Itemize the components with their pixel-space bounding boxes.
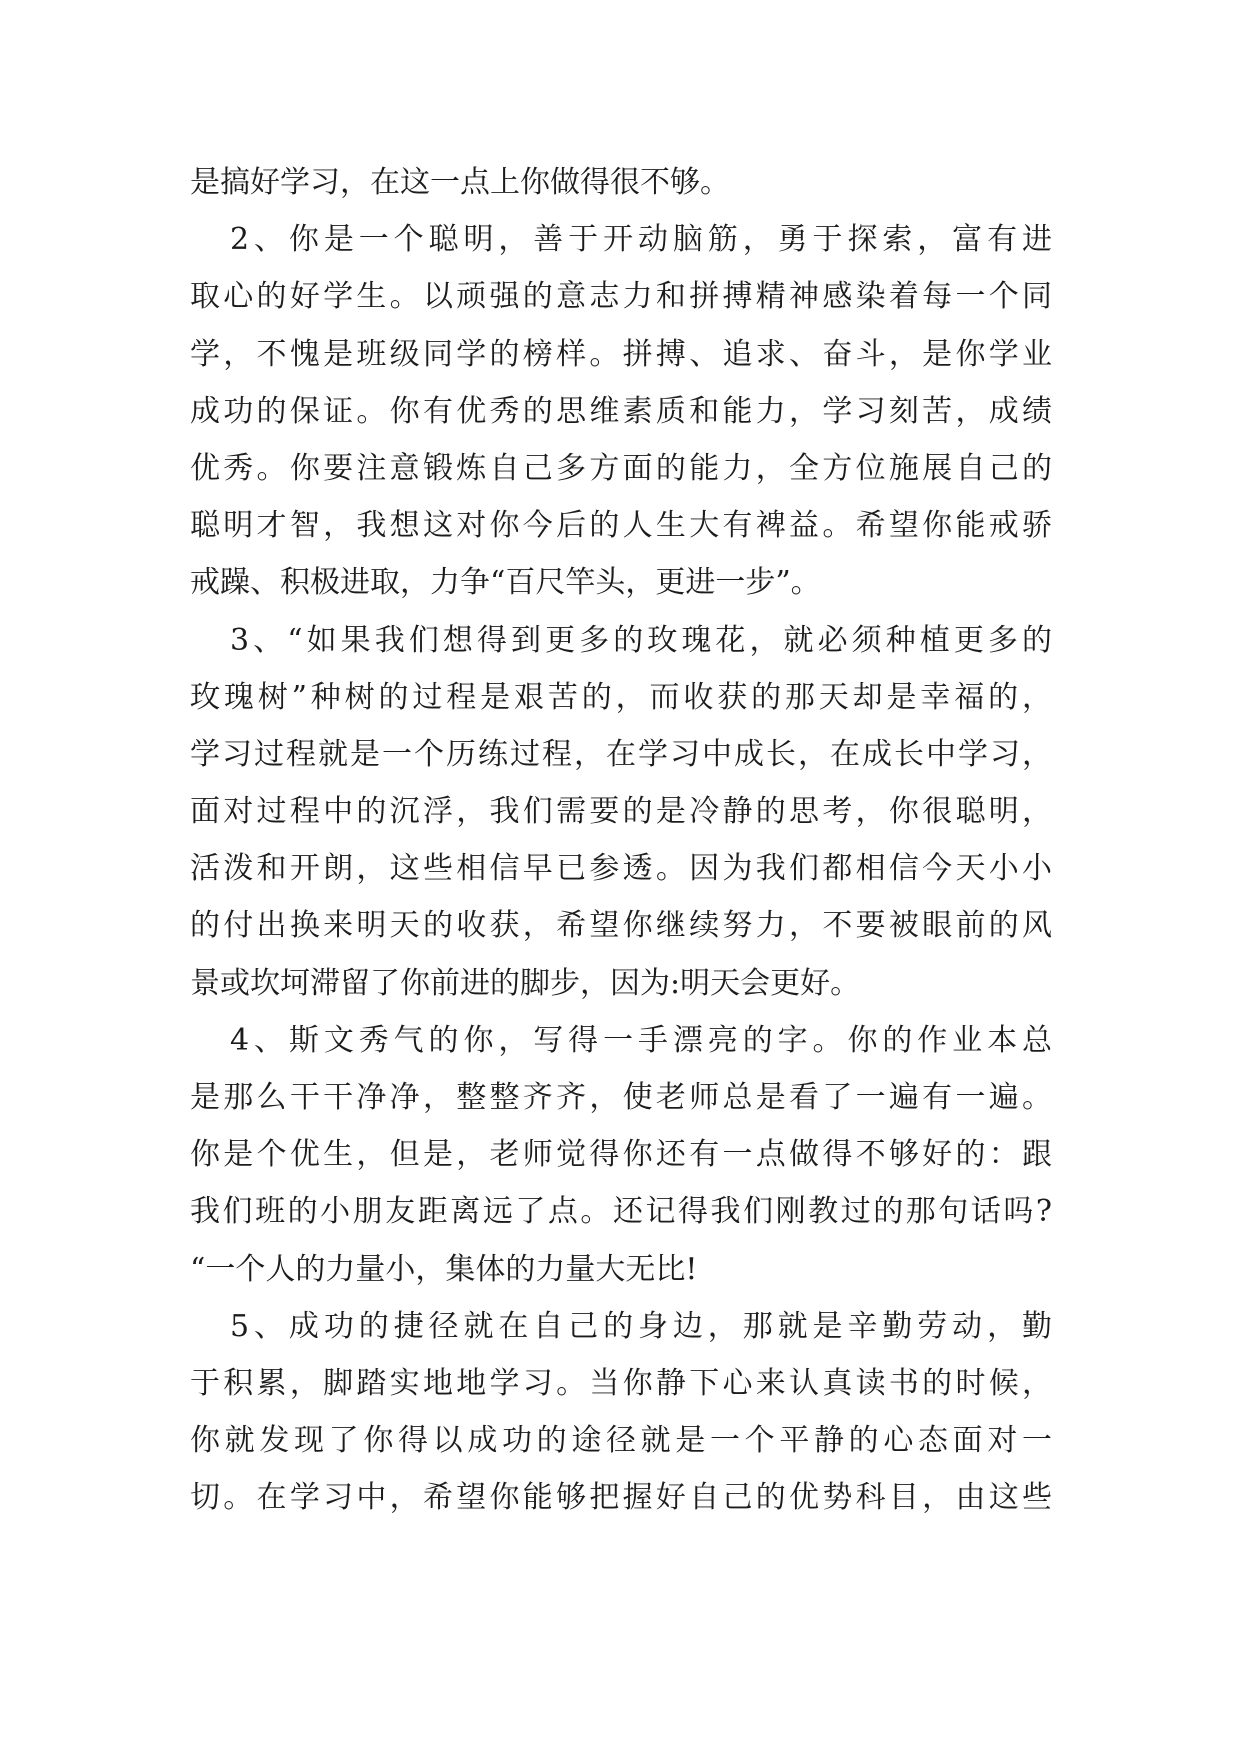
paragraph-2 [190,211,1052,611]
text-line: 活泼和开朗，这些相信早已参透。因为我们都相信今天小小 [190,851,1052,887]
text-line: 面对过程中的沉浮，我们需要的是冷静的思考，你很聪明， [190,794,1052,830]
text-line: 于积累，脚踏实地地学习。当你静下心来认真读书的时候， [190,1365,1052,1401]
text-line: 是那么干干净净，整整齐齐，使老师总是看了一遍有一遍。 [190,1080,1052,1115]
text-line: 戒躁、积极进取，力争“百尺竿头，更进一步”。 [190,565,821,601]
text-line: 学习过程就是一个历练过程，在学习中成长，在成长中学习， [190,736,1052,772]
text-line: 成功的保证。你有优秀的思维素质和能力，学习刻苦，成绩 [190,393,1052,429]
text-line: 取心的好学生。以顽强的意志力和拼搏精神感染着每一个同 [190,279,1052,315]
text-line: 是搞好学习，在这一点上你做得很不够。 [190,165,730,200]
text-line: 优秀。你要注意锻炼自己多方面的能力，全方位施展自己的 [190,450,1052,486]
text-line: 3、“如果我们想得到更多的玫瑰花，就必须种植更多的 [230,622,1052,658]
text-line: 4、斯文秀气的你，写得一手漂亮的字。你的作业本总 [230,1022,1052,1058]
paragraph-4 [190,1012,1052,1298]
text-line: 5、成功的捷径就在自己的身边，那就是辛勤劳动，勤 [230,1308,1052,1344]
text-line: “一个人的力量小，集体的力量大无比! [190,1251,698,1287]
text-line: 2、你是一个聪明，善于开动脑筋，勇于探索，富有进 [230,222,1052,258]
text-line: 我们班的小朋友距离远了点。还记得我们刚教过的那句话吗? [190,1194,1052,1230]
paragraph-5 [190,1298,1052,1527]
text-line: 切。在学习中，希望你能够把握好自己的优势科目，由这些 [190,1480,1052,1516]
text-line: 聪明才智，我想这对你今后的人生大有裨益。希望你能戒骄 [190,508,1052,544]
paragraph-continuation [190,154,1052,211]
text-line: 你就发现了你得以成功的途径就是一个平静的心态面对一 [190,1423,1052,1459]
text-line: 景或坎坷滞留了你前进的脚步，因为:明天会更好。 [190,965,861,1001]
body-text [190,154,1052,1527]
text-line: 玫瑰树”种树的过程是艰苦的，而收获的那天却是幸福的， [190,679,1052,715]
paragraph-3 [190,612,1052,1012]
text-line: 学，不愧是班级同学的榜样。拼搏、追求、奋斗，是你学业 [190,336,1052,372]
text-line: 你是个优生，但是，老师觉得你还有一点做得不够好的：跟 [190,1137,1052,1173]
text-line: 的付出换来明天的收获，希望你继续努力，不要被眼前的风 [190,908,1052,944]
